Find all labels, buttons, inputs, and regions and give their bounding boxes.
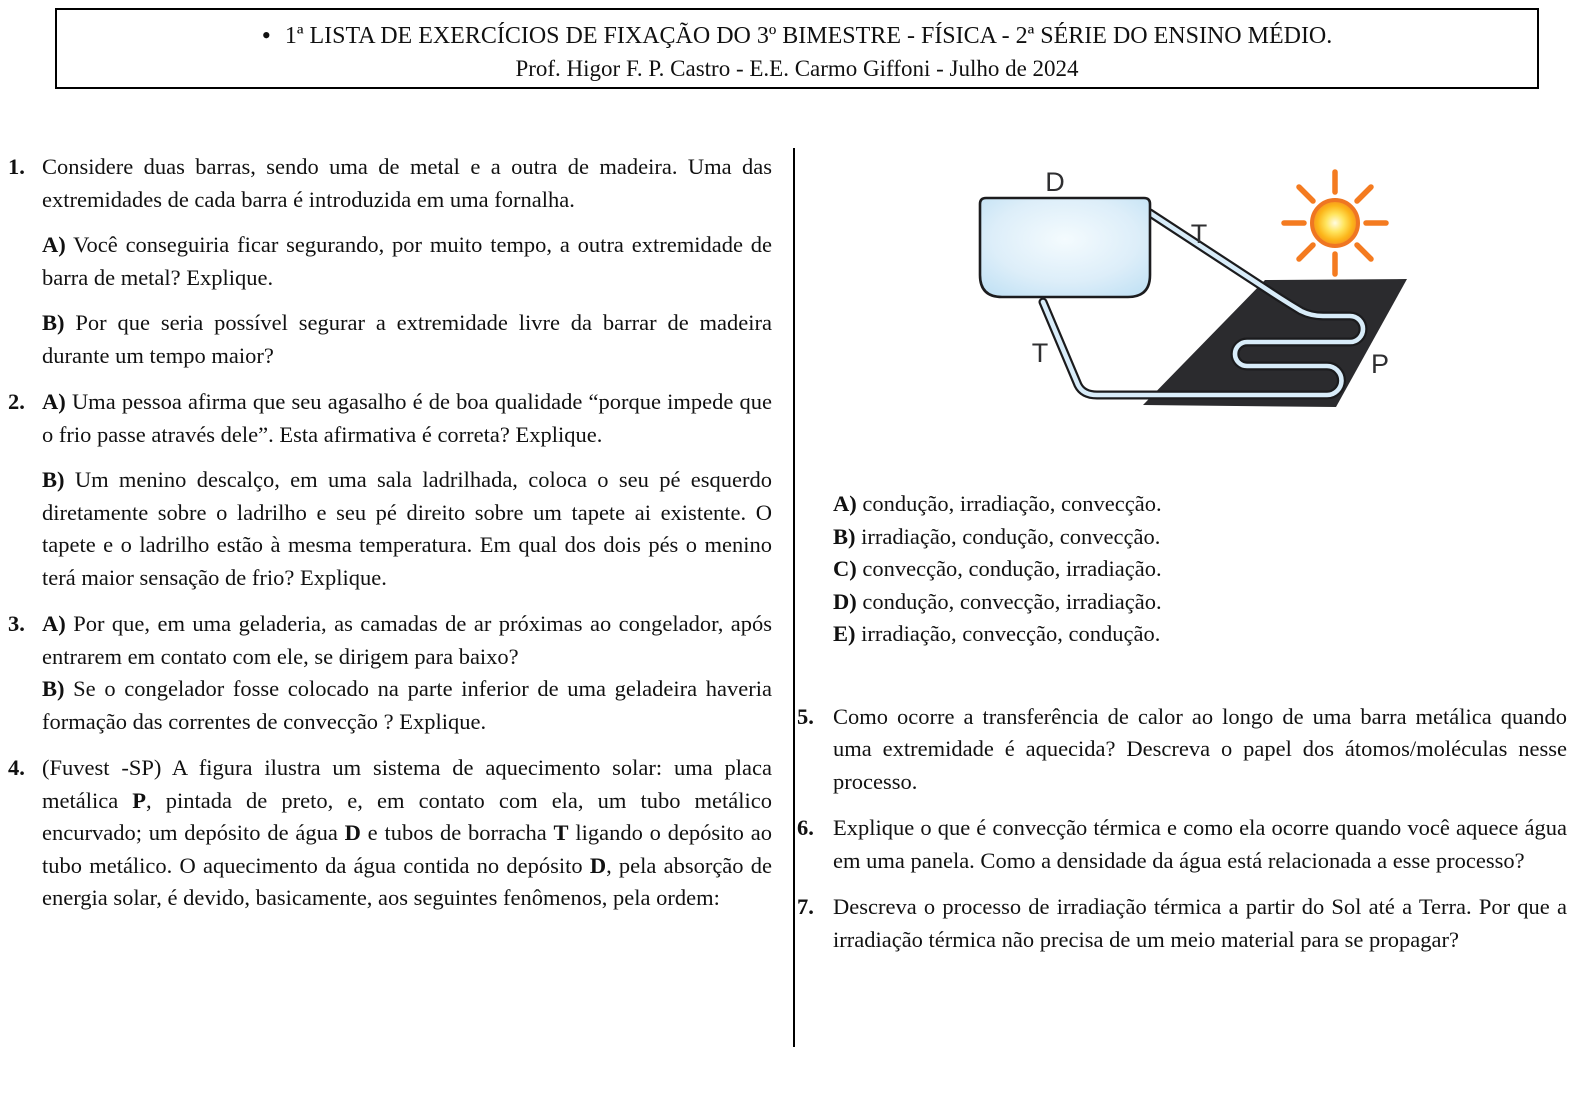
question-6 [797,812,1567,877]
water-tank [980,198,1150,297]
question-1-part-a: A) Você conseguiria ficar segurando, por muito tempo, a outra extremidade de barra de metal? Explique. [42,232,772,290]
question-3-number: 3. [8,611,25,636]
option-c: C) convecção, condução, irradiação. [833,556,1162,581]
label-deposit-d: D [1045,167,1065,197]
question-2-number: 2. [8,389,25,414]
question-7 [797,891,1567,956]
question-6-number: 6. [797,815,814,840]
label-plate-p: P [1370,349,1390,379]
option-a: A) condução, irradiação, convecção. [833,491,1162,516]
label-tube-upper-t: T [1190,219,1208,249]
question-2-part-b: B) Um menino descalço, em uma sala ladrilhada, coloca o seu pé esquerdo diretamente sobre o ladrilho e seu pé direito sobre um tapete ai existente. O tapete e o ladrilho estão à mesma temperatura. Em qual dos dois pés o menino terá maior sensação de frio? Explique. [42,467,772,590]
question-7-text: Descreva o processo de irradiação térmica a partir do Sol até a Terra. Por que a irradiação térmica não precisa de um meio material para se propagar? [833,894,1567,952]
solar-heating-figure [895,150,1465,450]
question-7-number: 7. [797,894,814,919]
question-4 [8,752,772,915]
document-title [57,19,1537,53]
question-6-text: Explique o que é convecção térmica e como ela ocorre quando você aquece água em uma panela. Como a densidade da água está relacionada a esse processo? [833,815,1567,873]
question-2-part-a: A) Uma pessoa afirma que seu agasalho é de boa qualidade “porque impede que o frio passe através dele”. Esta afirmativa é correta? Explique. [42,389,773,447]
title-text: 1ª LISTA DE EXERCÍCIOS DE FIXAÇÃO DO 3º BIMESTRE - FÍSICA - 2ª SÉRIE DO ENSINO MÉDIO. [284,23,1333,49]
option-d: D) condução, convecção, irradiação. [833,588,1162,614]
question-5 [797,701,1567,799]
question-3 [8,608,772,738]
question-5-number: 5. [797,703,814,729]
document-subtitle: Prof. Higor F. P. Castro - E.E. Carmo Giffoni - Julho de 2024 [515,56,1079,81]
label-tube-lower-t: T [1031,338,1049,368]
question-5-text: Como ocorre a transferência de calor ao longo de uma barra metálica quando uma extremidade é aquecida? Descreva o papel dos átomos/moléculas nesse processo. [833,703,1567,794]
column-divider [793,148,795,1047]
option-b: B) irradiação, condução, convecção. [833,523,1161,549]
question-4-text: (Fuvest -SP) A figura ilustra um sistema de aquecimento solar: uma placa metálica P, pintada de preto, e, em contato com ela, um tubo metálico encurvado; um depósito de água D e tubos de borracha T ligando o depósito ao tubo metálico. O aquecimento da água contida no depósito D, pela absorção de energia solar, é devido, basicamente, aos seguintes fenômenos, pela ordem: [42,755,773,910]
title-box [55,8,1539,89]
question-4-number: 4. [8,755,25,780]
question-3-part-a: A) Por que, em uma geladeria, as camadas de ar próximas ao congelador, após entrarem em contato com ele, se dirigem para baixo? [42,611,773,669]
question-1-intro: Considere duas barras, sendo uma de metal e a outra de madeira. Uma das extremidades de cada barra é introduzida em uma fornalha. [42,154,772,212]
bullet-icon: • [261,21,271,50]
question-3-part-b: B) Se o congelador fosse colocado na parte inferior de uma geladeira haveria formação das correntes de convecção ? Explique. [42,676,772,734]
solar-heating-svg [895,150,1465,450]
right-column [797,488,1567,956]
sun-icon [1284,172,1386,274]
question-1-part-b: B) Por que seria possível segurar a extremidade livre da barrar de madeira durante um tempo maior? [42,310,772,368]
question-1-number: 1. [8,154,25,179]
sun-disc [1312,200,1358,246]
question-2 [8,386,772,594]
question-4-options [797,488,1567,651]
option-e: E) irradiação, convecção, condução. [833,621,1161,646]
left-column [8,151,772,915]
question-1 [8,151,772,372]
